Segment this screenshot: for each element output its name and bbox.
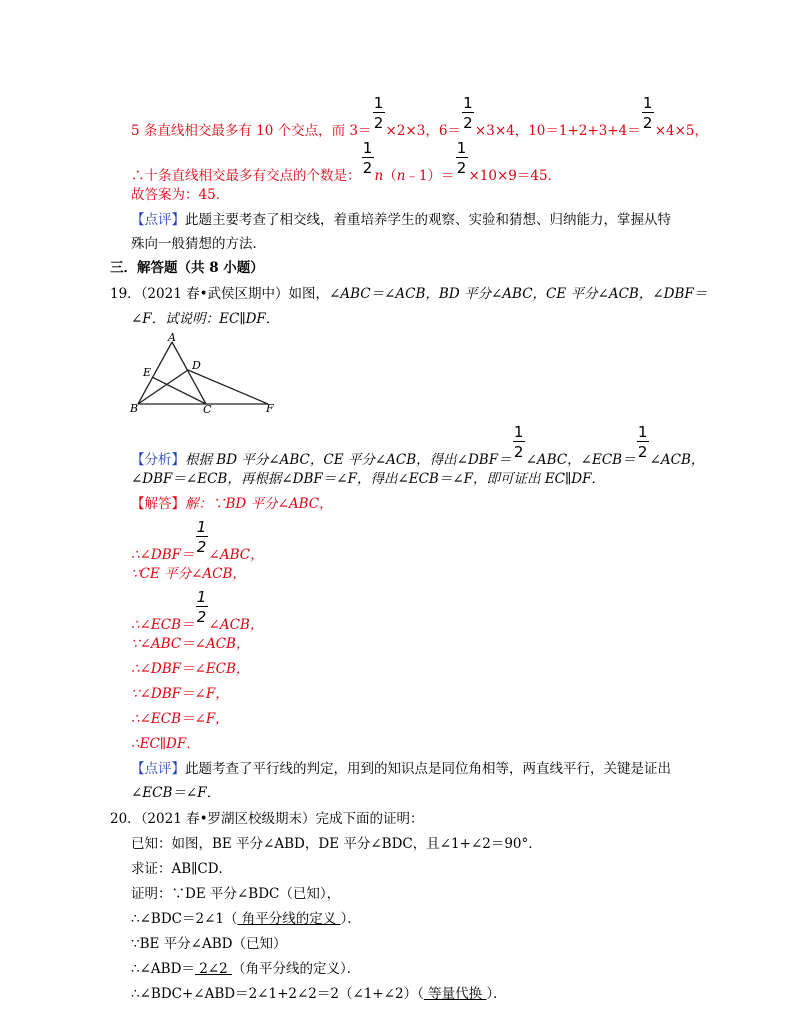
- q19-step1: [131, 518, 264, 565]
- label-B: B: [130, 402, 139, 414]
- step-text: ∴∠ECB＝: [131, 617, 195, 633]
- fraction: [462, 94, 474, 135]
- q20-line1: [110, 809, 424, 829]
- q20-proof-step3: [131, 959, 360, 979]
- solution-tag: 【解答】: [131, 496, 185, 512]
- var-n: n: [374, 168, 384, 184]
- comment-text: 此题主要考查了相交线，着重培养学生的观察、实验和猜想、归纳能力，掌握从特: [185, 212, 671, 228]
- answer-18: 故答案为：45．: [131, 187, 230, 203]
- question-number: 20．: [110, 811, 141, 827]
- fraction: [196, 518, 208, 559]
- ten-lines-line: [131, 139, 562, 186]
- fill-blank-answer: 角平分线的定义: [237, 911, 341, 927]
- analysis-text-b: ∠ABC，∠ECB＝: [525, 452, 636, 468]
- proof-text: ∴∠ABD＝: [131, 961, 195, 977]
- fraction: [456, 139, 468, 180]
- q19-step7: ∴∠ECB＝∠F，: [131, 711, 229, 727]
- q20-given: 已知：如图，BE 平分∠ABD，DE 平分∠BDC，且∠1+∠2＝90°．: [131, 836, 542, 852]
- q19-step2: ∵CE 平分∠ACB，: [131, 566, 246, 582]
- fraction: [196, 588, 208, 629]
- var-n: n: [396, 168, 406, 184]
- step-text: ∠ACB，: [208, 617, 264, 633]
- question-number: 19．: [110, 286, 141, 302]
- label-E: E: [143, 366, 152, 379]
- ten-text-a: ∴十条直线相交最多有交点的个数是：: [131, 168, 361, 184]
- q20-prove: 求证：AB∥CD．: [131, 861, 233, 877]
- q20-proof-start: 证明：∵DE 平分∠BDC（已知），: [131, 886, 341, 902]
- fraction-numerator: 1: [463, 94, 473, 112]
- q19-step3: [131, 588, 264, 635]
- fraction-numerator: 1: [637, 423, 648, 441]
- question-source: （2021 春•罗湖区校级期末）完成下面的证明：: [140, 811, 424, 827]
- intro-text-a: 5 条直线相交最多有 10 个交点，而 3＝: [131, 123, 372, 139]
- fraction-numerator: 1: [373, 94, 384, 112]
- q19-step5: ∴∠DBF＝∠ECB，: [131, 661, 250, 677]
- fraction-denominator: 2: [456, 159, 467, 177]
- q19-step8: ∴EC∥DF．: [131, 736, 200, 752]
- proof-text: （角平分线的定义）．: [231, 961, 361, 977]
- section-heading: 三．解答题（共 8 小题）: [110, 260, 264, 276]
- q19-figure: [128, 332, 278, 414]
- q20-proof-step2: ∵BE 平分∠ABD（已知）: [131, 936, 287, 952]
- q19-comment-line2: ∠ECB＝∠F．: [131, 785, 221, 801]
- step-text: ∴∠DBF＝: [131, 547, 195, 563]
- label-C: C: [203, 403, 212, 414]
- q19-step6: ∵∠DBF＝∠F，: [131, 686, 229, 702]
- label-F: F: [266, 402, 274, 414]
- fraction-denominator: 2: [373, 114, 384, 132]
- q19-line2: ∠F．试说明：EC∥DF．: [131, 311, 280, 327]
- fraction: [513, 423, 525, 464]
- question-text: ∠ABC＝∠ACB，BD 平分∠ABC，CE 平分∠ACB，∠DBF＝: [329, 286, 708, 302]
- label-A: A: [168, 332, 176, 344]
- segment-DF: [188, 370, 268, 404]
- fraction: [373, 94, 385, 135]
- fill-blank-answer: 2∠2: [194, 961, 232, 977]
- proof-text: ∴∠BDC＝2∠1（: [131, 911, 238, 927]
- analysis-tag: 【分析】: [131, 452, 185, 468]
- intro-text-c: ×3×4，10＝1+2+3+4＝: [474, 123, 641, 139]
- q19-step4: ∵∠ABC＝∠ACB，: [131, 636, 250, 652]
- comment-18-line1: [131, 210, 671, 230]
- comment-tag: 【点评】: [131, 212, 185, 228]
- solution-text: 解：∵BD 平分∠ABC，: [185, 496, 333, 512]
- fraction-denominator: 2: [513, 443, 524, 461]
- fraction-denominator: 2: [362, 159, 373, 177]
- q19-comment-line1: [131, 759, 671, 779]
- fraction-numerator: 1: [456, 139, 467, 157]
- fraction-numerator: 1: [642, 94, 653, 112]
- analysis-text-c: ∠ACB，: [649, 452, 705, 468]
- intro-text-d: ×4×5，: [654, 123, 709, 139]
- fraction-denominator: 2: [196, 608, 207, 626]
- fraction-denominator: 2: [196, 538, 207, 556]
- segment-AC: [172, 342, 206, 404]
- q20-proof-step1: [131, 909, 361, 929]
- fraction: [637, 423, 649, 464]
- fraction-denominator: 2: [463, 114, 473, 132]
- analysis-text-a: 根据 BD 平分∠ABC，CE 平分∠ACB，得出∠DBF＝: [185, 452, 512, 468]
- intro-text-b: ×2×3，6＝: [385, 123, 461, 139]
- proof-text: ）．: [340, 911, 361, 927]
- proof-text: ∴∠BDC+∠ABD＝2∠1+2∠2＝2（∠1+∠2）（: [131, 986, 424, 1002]
- label-D: D: [192, 359, 201, 372]
- q19-analysis-line1: [131, 423, 705, 470]
- ten-text-b: （: [383, 168, 397, 184]
- fraction: [642, 94, 654, 135]
- q19-solution-start: [131, 494, 333, 514]
- step-text: ∠ABC，: [208, 547, 264, 563]
- fraction-denominator: 2: [642, 114, 653, 132]
- q20-proof-step4: [131, 984, 507, 1004]
- proof-text: ）．: [486, 986, 507, 1002]
- ten-text-d: ×10×9＝45．: [468, 168, 562, 184]
- q19-line1: [110, 284, 707, 304]
- fraction-numerator: 1: [513, 423, 524, 441]
- fill-blank-answer: 等量代换: [423, 986, 487, 1002]
- fraction-numerator: 1: [362, 139, 373, 157]
- q19-analysis-line2: ∠DBF＝∠ECB，再根据∠DBF＝∠F，得出∠ECB＝∠F，即可证出 EC∥DF．: [131, 471, 605, 487]
- fraction: [362, 139, 374, 180]
- ten-text-c: ﹣1）＝: [405, 168, 455, 184]
- fraction-numerator: 1: [196, 588, 207, 606]
- comment-18-line2: 殊向一般猜想的方法．: [131, 236, 266, 252]
- fraction-numerator: 1: [196, 518, 207, 536]
- question-source: （2021 春•武侯区期中）如图，: [140, 286, 330, 302]
- comment-text: 此题考查了平行线的判定，用到的知识点是同位角相等，两直线平行，关键是证出: [185, 761, 671, 777]
- comment-tag: 【点评】: [131, 761, 185, 777]
- intro-line: [131, 94, 709, 141]
- fraction-denominator: 2: [637, 443, 648, 461]
